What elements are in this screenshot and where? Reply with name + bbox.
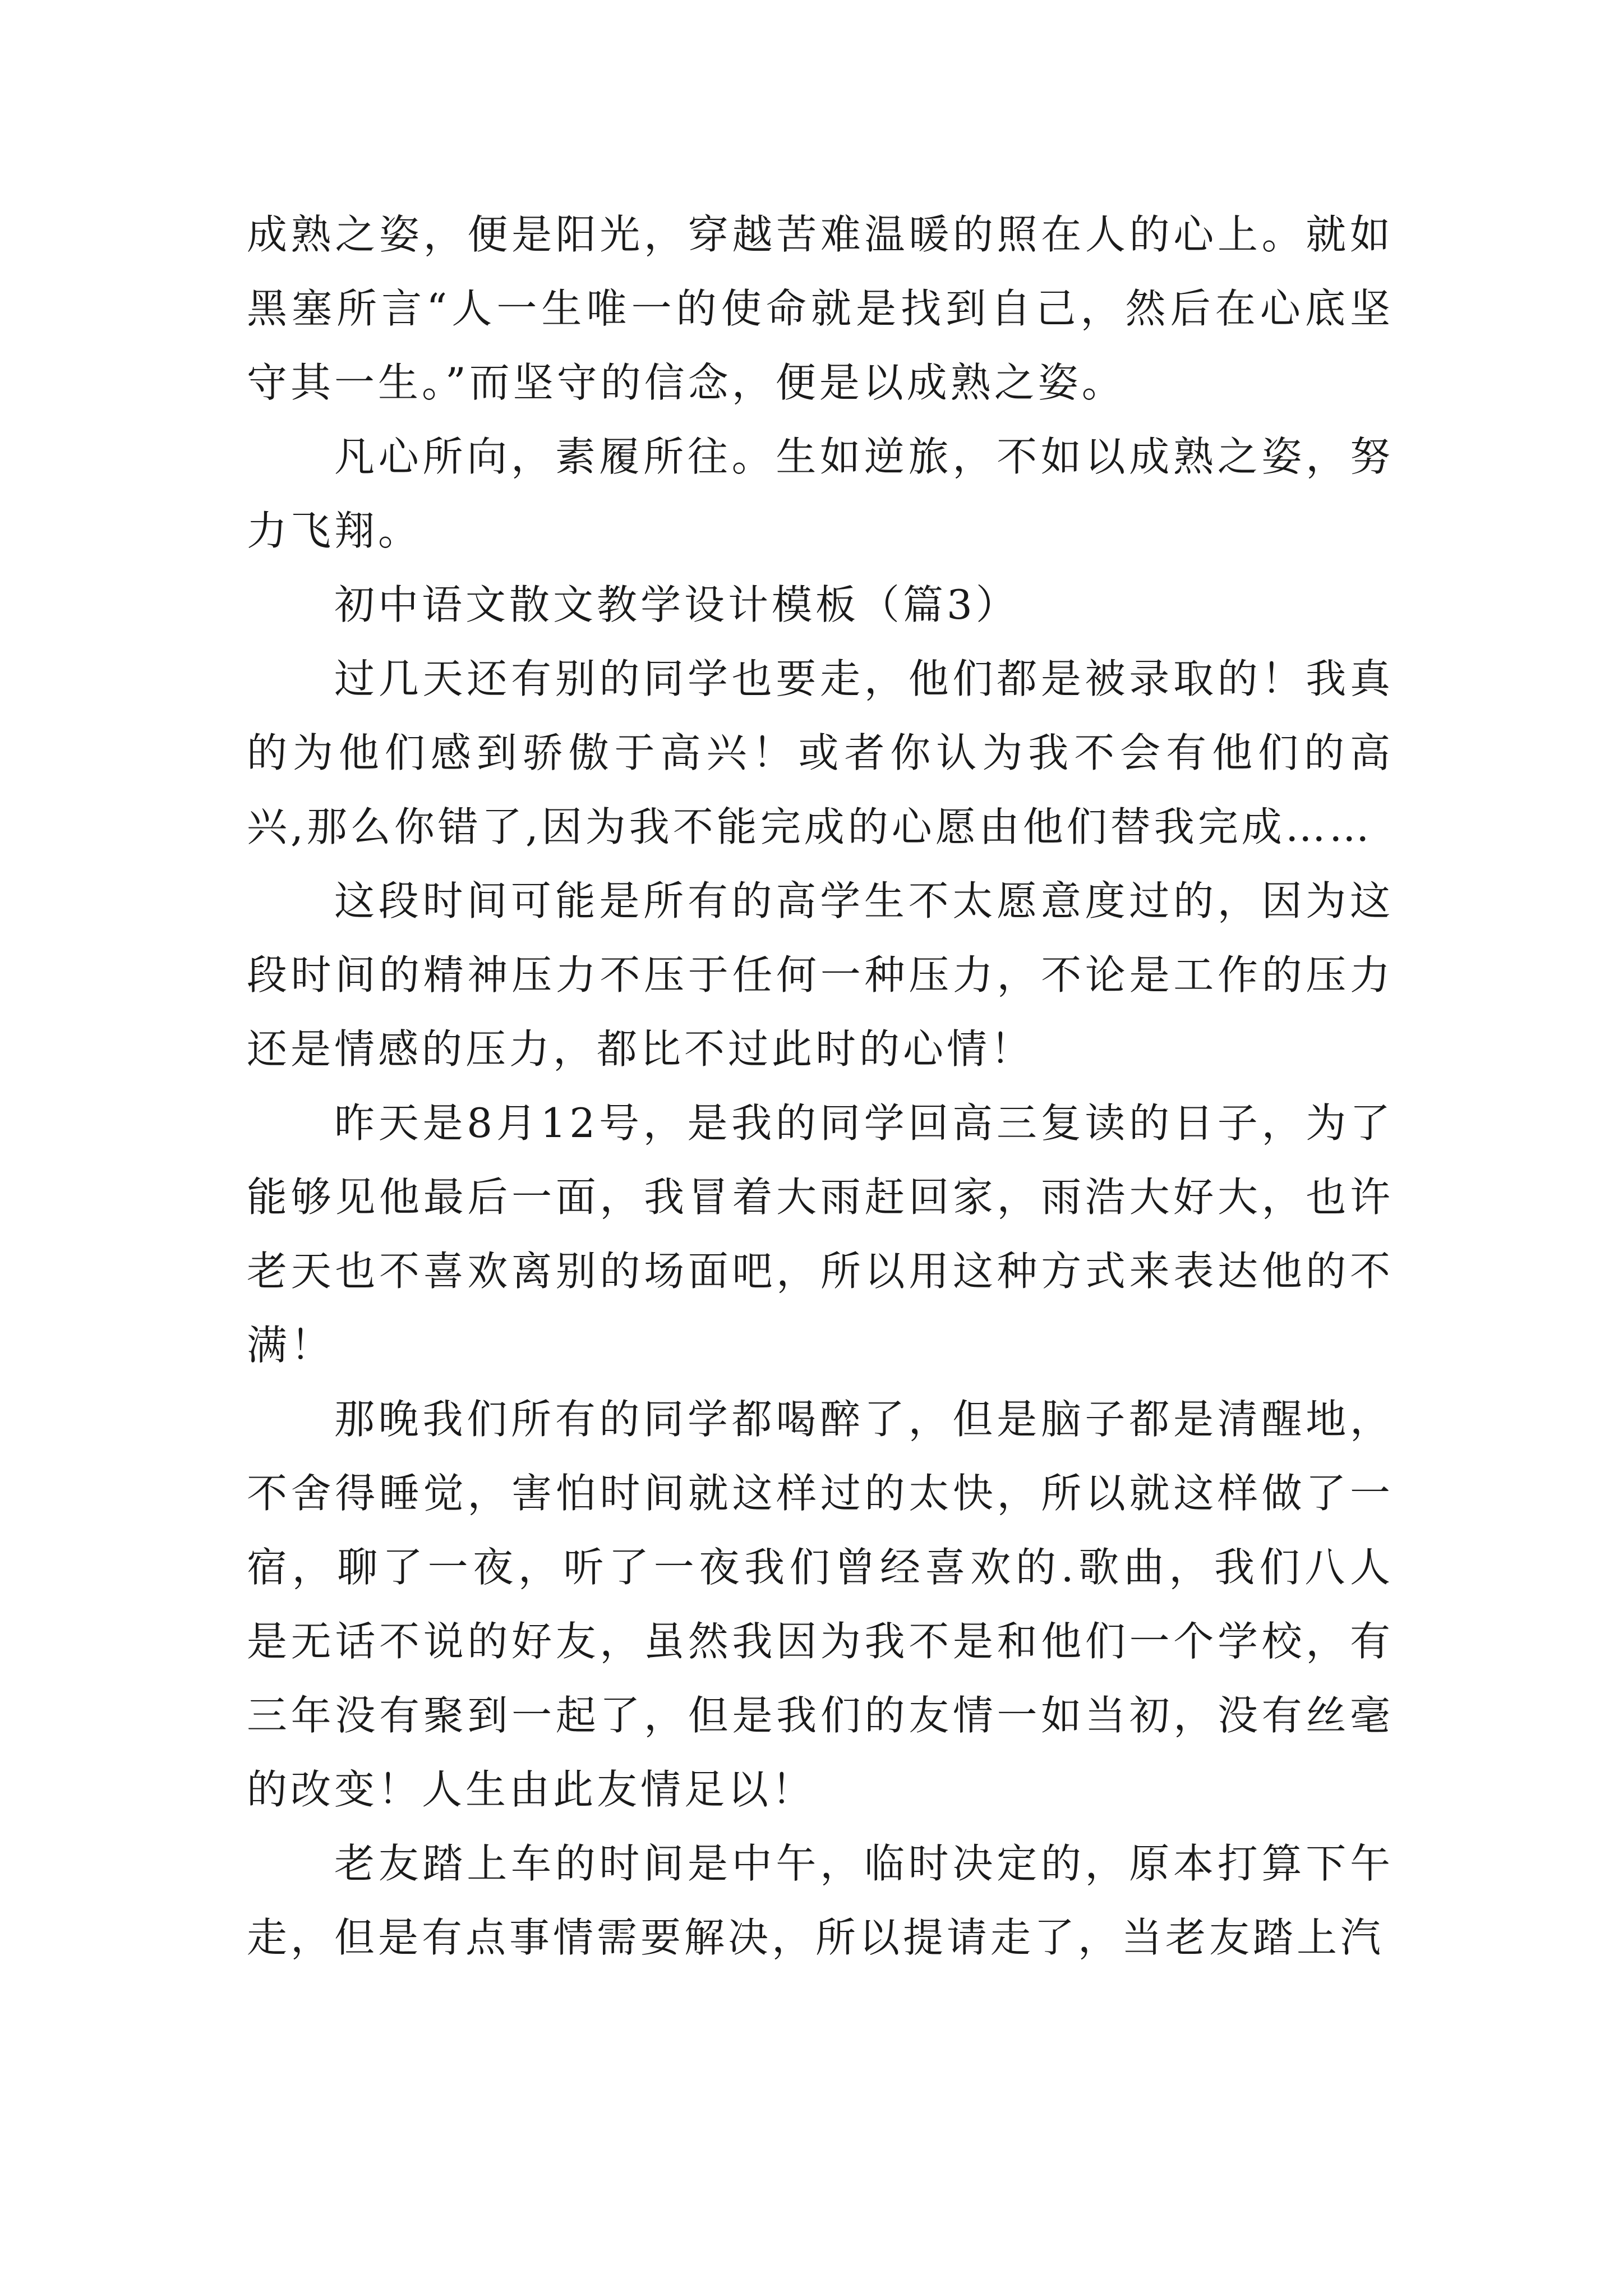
paragraph-7: 老友踏上车的时间是中午，临时决定的，原本打算下午走，但是有点事情需要解决，所以提请走了，当老友踏上汽 [247, 1840, 1394, 1961]
section-heading: 初中语文散文教学设计模板（篇3） [334, 581, 1020, 628]
paragraph-1: 成熟之姿，便是阳光，穿越苦难温暖的照在人的心上。就如黑塞所言“人一生唯一的使命就是找到自己，然后在心底坚守其一生。”而坚守的信念，便是以成熟之姿。 [247, 211, 1394, 406]
paragraph-6: 那晚我们所有的同学都喝醉了，但是脑子都是清醒地，不舍得睡觉，害怕时间就这样过的太快，所以就这样做了一宿，聊了一夜，听了一夜我们曾经喜欢的.歌曲，我们八人是无话不说的好友，虽然我因为我不是和他们一个学校，有三年没有聚到一起了，但是我们的友情一如当初，没有丝毫的改变！人生由此友情足以！ [247, 1396, 1394, 1813]
document-body [247, 197, 1394, 1975]
paragraph-4: 这段时间可能是所有的高学生不太愿意度过的，因为这段时间的精神压力不压于任何一种压力，不论是工作的压力还是情感的压力，都比不过此时的心情！ [247, 877, 1394, 1073]
paragraph-5: 昨天是8月12号，是我的同学回高三复读的日子，为了能够见他最后一面，我冒着大雨赶回家，雨浩大好大，也许老天也不喜欢离别的场面吧，所以用这种方式来表达他的不满！ [247, 1099, 1394, 1369]
paragraph-2: 凡心所向，素履所往。生如逆旅，不如以成熟之姿，努力飞翔。 [247, 433, 1394, 554]
paragraph-3: 过几天还有别的同学也要走，他们都是被录取的！我真的为他们感到骄傲于高兴！或者你认为我不会有他们的高兴,那么你错了,因为我不能完成的心愿由他们替我完成…… [247, 655, 1394, 850]
